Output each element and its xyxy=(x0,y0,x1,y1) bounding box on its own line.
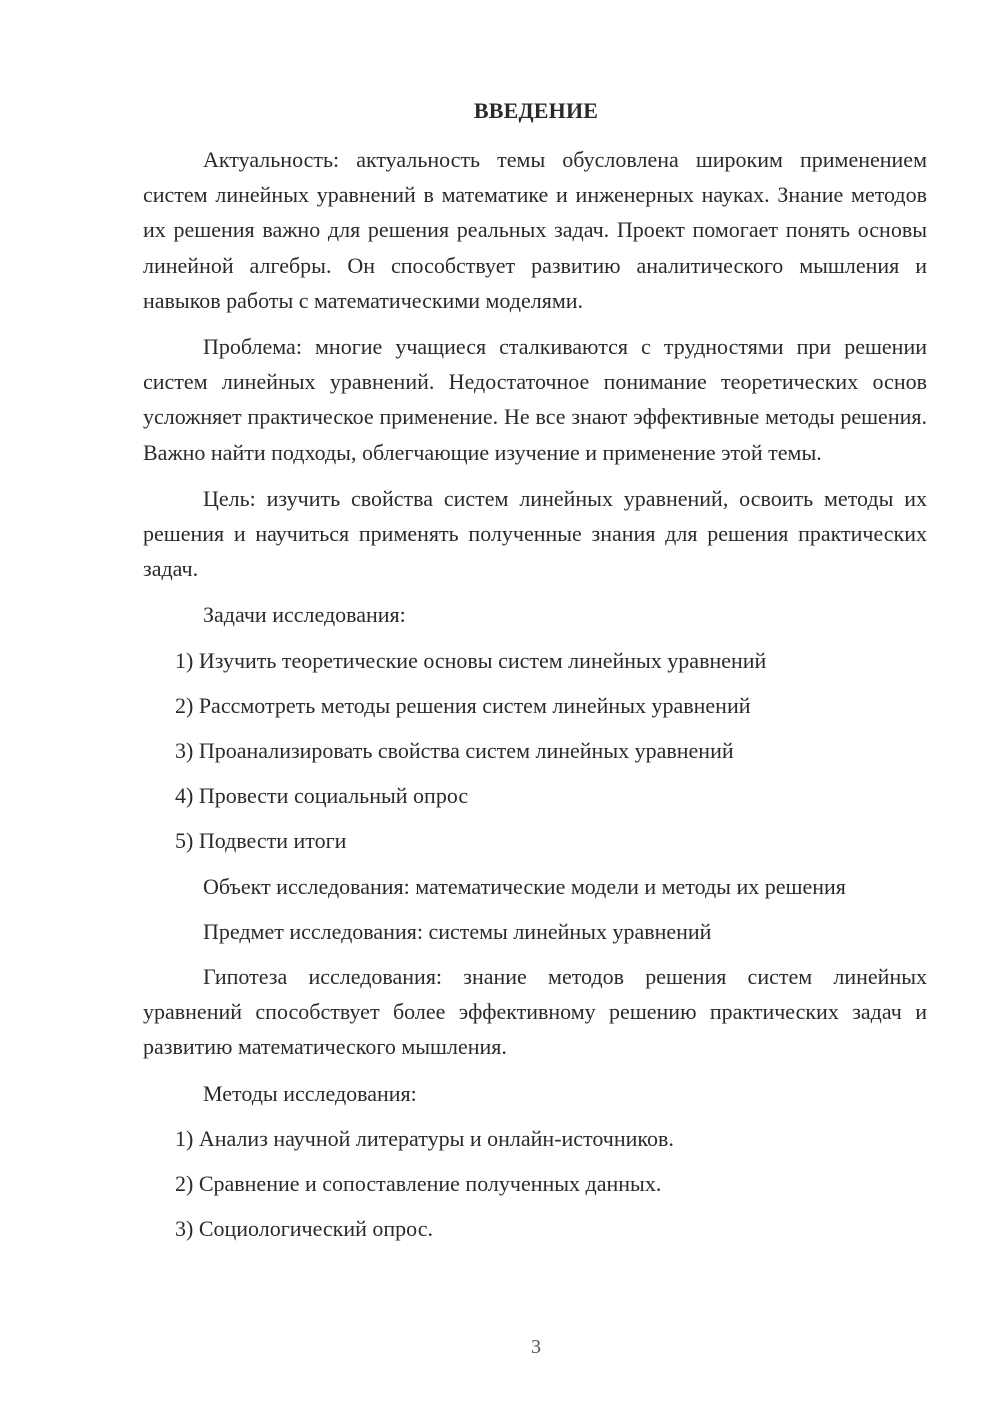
problem-paragraph: Проблема: многие учащиеся сталкиваются с трудностями при решении систем линейных уравнений. Недостаточное понимание теоретических основ усложняет практическое применение. Не все знают эффективные методы решения. Важно найти подходы, облегчающие изучение и применение этой темы. xyxy=(143,334,927,465)
task-item: 4) Провести социальный опрос xyxy=(175,783,469,809)
relevance-paragraph: Актуальность: актуальность темы обусловлена широким применением систем линейных уравнений в математике и инженерных науках. Знание методов их решения важно для решения реальных задач. Проект помогает понять основы линейной алгебры. Он способствует развитию аналитического мышления и навыков работы с математическими моделями. xyxy=(143,147,927,313)
document-body xyxy=(143,142,927,1256)
tasks-heading: Задачи исследования: xyxy=(203,602,406,628)
hypothesis-paragraph: Гипотеза исследования: знание методов решения систем линейных уравнений способствует более эффективному решению практических задач и развитию математического мышления. xyxy=(143,964,927,1060)
goal-paragraph: Цель: изучить свойства систем линейных уравнений, освоить методы их решения и научиться применять полученные знания для решения практических задач. xyxy=(143,485,927,582)
page-number: 3 xyxy=(531,1336,541,1358)
methods-heading: Методы исследования: xyxy=(203,1080,417,1106)
research-subject: Предмет исследования: системы линейных уравнений xyxy=(203,918,712,944)
method-item: 2) Сравнение и сопоставление полученных данных. xyxy=(175,1171,662,1197)
method-item: 1) Анализ научной литературы и онлайн-источников. xyxy=(175,1125,674,1151)
task-item: 3) Проанализировать свойства систем линейных уравнений xyxy=(175,738,734,764)
section-title: ВВЕДЕНИЕ xyxy=(473,98,599,123)
task-item: 2) Рассмотреть методы решения систем линейных уравнений xyxy=(175,692,751,718)
method-item: 3) Социологический опрос. xyxy=(175,1216,433,1242)
task-item: 5) Подвести итоги xyxy=(175,828,347,854)
research-object: Объект исследования: математические модели и методы их решения xyxy=(203,873,846,899)
task-item: 1) Изучить теоретические основы систем линейных уравнений xyxy=(175,647,767,673)
